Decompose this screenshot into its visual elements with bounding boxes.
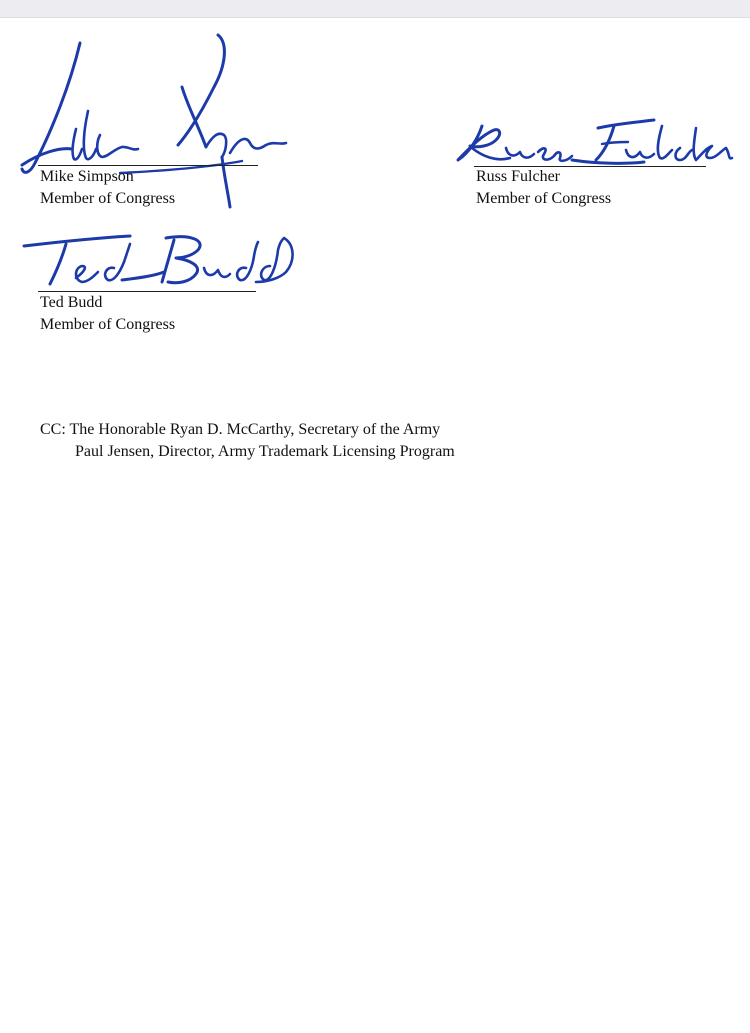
simpson-name: Mike Simpson	[40, 168, 134, 185]
simpson-title: Member of Congress	[40, 190, 176, 207]
cc-block	[40, 419, 455, 463]
fulcher-title: Member of Congress	[476, 190, 612, 207]
budd-name: Ted Budd	[40, 294, 103, 311]
budd-title: Member of Congress	[40, 316, 176, 333]
fulcher-name: Russ Fulcher	[476, 168, 560, 185]
ted-budd-signature	[18, 226, 303, 296]
cc-line-secretary: CC: The Honorable Ryan D. McCarthy, Secretary of the Army	[40, 421, 441, 438]
viewer-top-bar	[0, 0, 750, 18]
cc-line-director: Paul Jensen, Director, Army Trademark Licensing Program	[75, 443, 455, 460]
